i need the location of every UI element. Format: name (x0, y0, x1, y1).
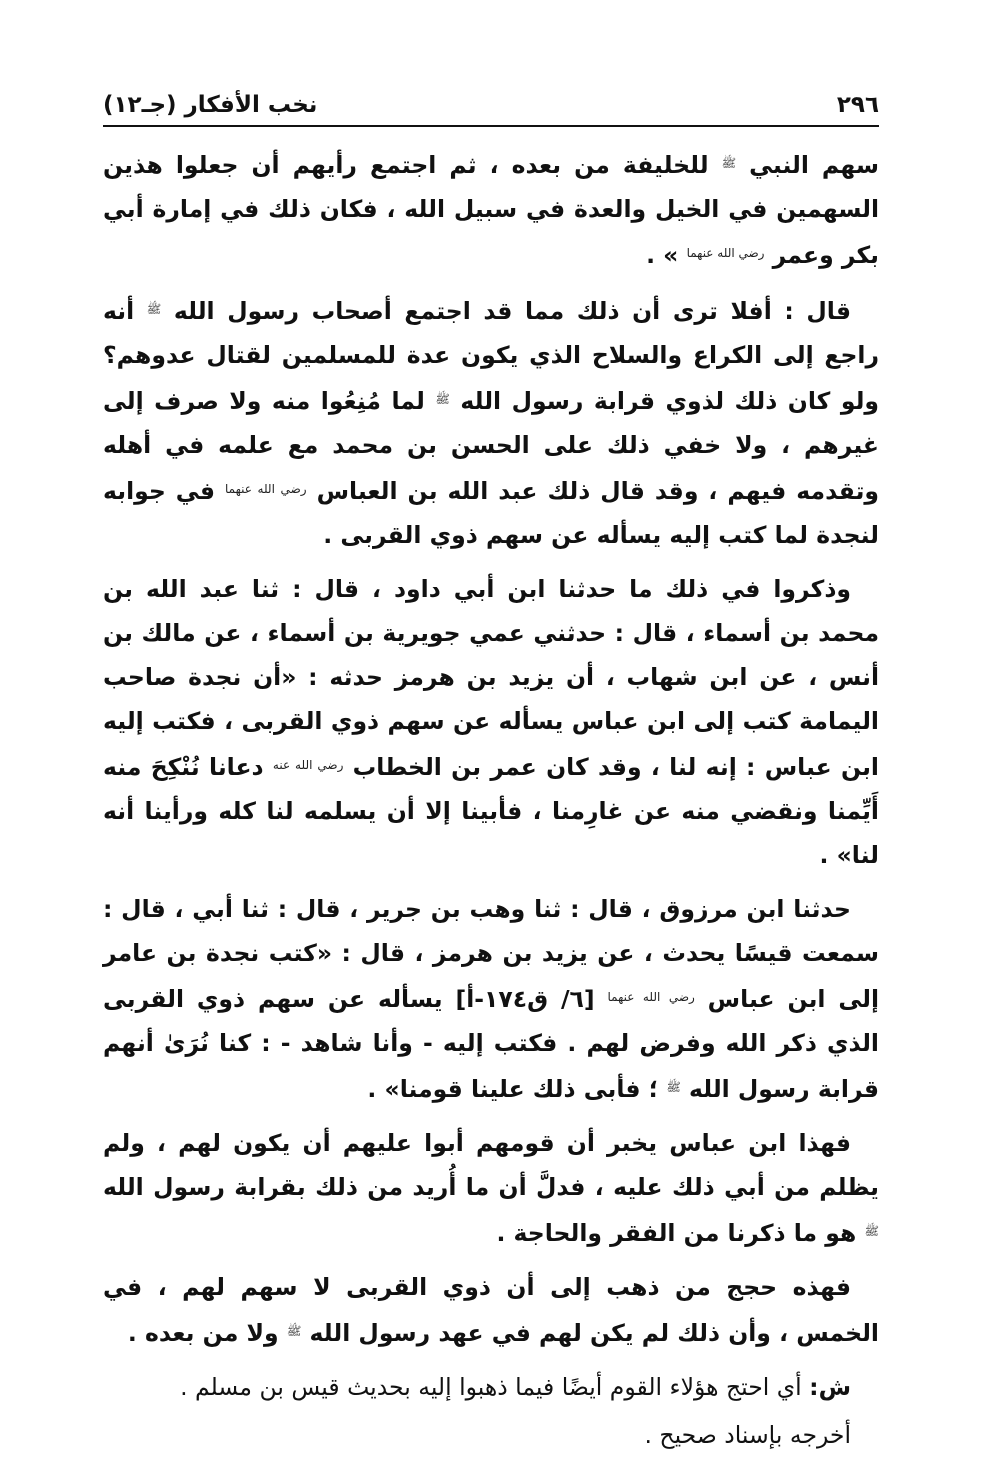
body-text (103, 141, 879, 1355)
paragraph-text: ؛ فأبى ذلك علينا قومنا» . (367, 1075, 667, 1103)
page-number: ٢٩٦ (836, 92, 879, 118)
header-rule (103, 125, 879, 127)
honorific-mark: ﷺ (286, 1324, 302, 1338)
honorific-mark: رضي الله عنه (272, 758, 344, 772)
paragraph-text: أنه راجع إلى الكراع والسلاح الذي يكون عدة للمسلمين لقتال عدوهم؟ ولو كان ذلك لذوي قرابة رسول الله (103, 297, 880, 415)
commentary-paragraph (103, 1365, 851, 1409)
paragraph-text: فهذه حجج من ذهب إلى أن ذوي القربى لا سهم لهم ، في الخمس ، وأن ذلك لم يكن لهم في عهد رسول الله (103, 1273, 879, 1347)
document-page (103, 88, 879, 1461)
paragraph-text: » . (646, 241, 687, 269)
honorific-mark: ﷺ (666, 1080, 681, 1094)
commentary-text: أخرجه بإسناد صحيح . (644, 1421, 851, 1449)
honorific-mark: رضي الله عنهما (686, 246, 765, 260)
commentary-text: أي احتج هؤلاء القوم أيضًا فيما ذهبوا إليه بحديث قيس بن مسلم . (180, 1373, 810, 1401)
commentary-paragraph (103, 1413, 851, 1457)
paragraph-text: لما مُنِعُوا منه ولا صرف إلى غيرهم ، ولا خفي ذلك على الحسن بن محمد مع علمه في أهله وتقدمه فيهم ، وقد قال ذلك عبد الله بن العباس (103, 387, 880, 505)
page-header (103, 88, 879, 122)
honorific-mark: رضي الله عنهما (224, 482, 307, 496)
paragraph-text: في جوابه لنجدة لما كتب إليه يسأله عن سهم ذوي القربى . (103, 477, 879, 549)
honorific-mark: رضي الله عنهما (607, 990, 695, 1004)
commentary-marker: ش: (809, 1373, 851, 1401)
paragraph (103, 141, 879, 277)
honorific-mark: ﷺ (435, 392, 450, 406)
paragraph-text: [٦/ ق١٧٤-أ] يسأله عن سهم ذوي القربى الذي ذكر الله وفرض لهم . فكتب إليه - وأنا شاهد - : كنا نُرَىٰ أنهم قرابة رسول الله (103, 985, 879, 1103)
paragraph-text: دعانا نُنْكِحَ منه أَيِّمنا ونقضي منه عن غارِمنا ، فأبينا إلا أن يسلمه لنا كله ورأينا أنه لنا» . (103, 753, 879, 869)
paragraph-text: ولا من بعده . (127, 1319, 287, 1347)
honorific-mark: ﷺ (721, 156, 737, 170)
paragraph-text: قال : أفلا ترى أن ذلك مما قد اجتمع أصحاب رسول الله (161, 297, 852, 325)
paragraph (103, 287, 879, 557)
commentary-section (103, 1365, 879, 1457)
paragraph-text: وذكروا في ذلك ما حدثنا ابن أبي داود ، قال : ثنا عبد الله بن محمد بن أسماء ، قال : حدثني عمي جويرية بن أسماء ، عن مالك بن أنس ، عن ابن شهاب ، أن يزيد بن هرمز حدثه : «أن نجدة صاحب اليمامة كتب إلى ابن عباس يسأله عن سهم ذوي القربى ، فكتب إليه ابن عباس : إنه لنا ، وقد كان عمر بن الخطاب (103, 575, 879, 781)
book-title: نخب الأفكار (جـ١٢) (103, 92, 318, 118)
paragraph-text: حدثنا ابن مرزوق ، قال : ثنا وهب بن جرير ، قال : ثنا أبي ، قال : سمعت قيسًا يحدث ، عن يزيد بن هرمز ، قال : «كتب نجدة بن عامر إلى ابن عباس (103, 895, 880, 1013)
paragraph (103, 887, 879, 1111)
paragraph (103, 1265, 879, 1355)
paragraph-text: هو ما ذكرنا من الفقر والحاجة . (496, 1219, 865, 1247)
paragraph-text: سهم النبي (736, 151, 879, 179)
paragraph-text: فهذا ابن عباس يخبر أن قومهم أبوا عليهم أن يكون لهم ، ولم يظلم من أبي ذلك عليه ، فدلَّ أن ما أُريد من ذلك بقرابة رسول الله (103, 1129, 879, 1201)
honorific-mark: ﷺ (146, 302, 162, 316)
paragraph-text: للخليفة من بعده ، ثم اجتمع رأيهم أن جعلوا هذين السهمين في الخيل والعدة في سبيل الله ، فكان ذلك في إمارة أبي بكر وعمر (103, 151, 879, 269)
paragraph (103, 1121, 879, 1255)
paragraph (103, 567, 879, 877)
honorific-mark: ﷺ (864, 1224, 879, 1238)
